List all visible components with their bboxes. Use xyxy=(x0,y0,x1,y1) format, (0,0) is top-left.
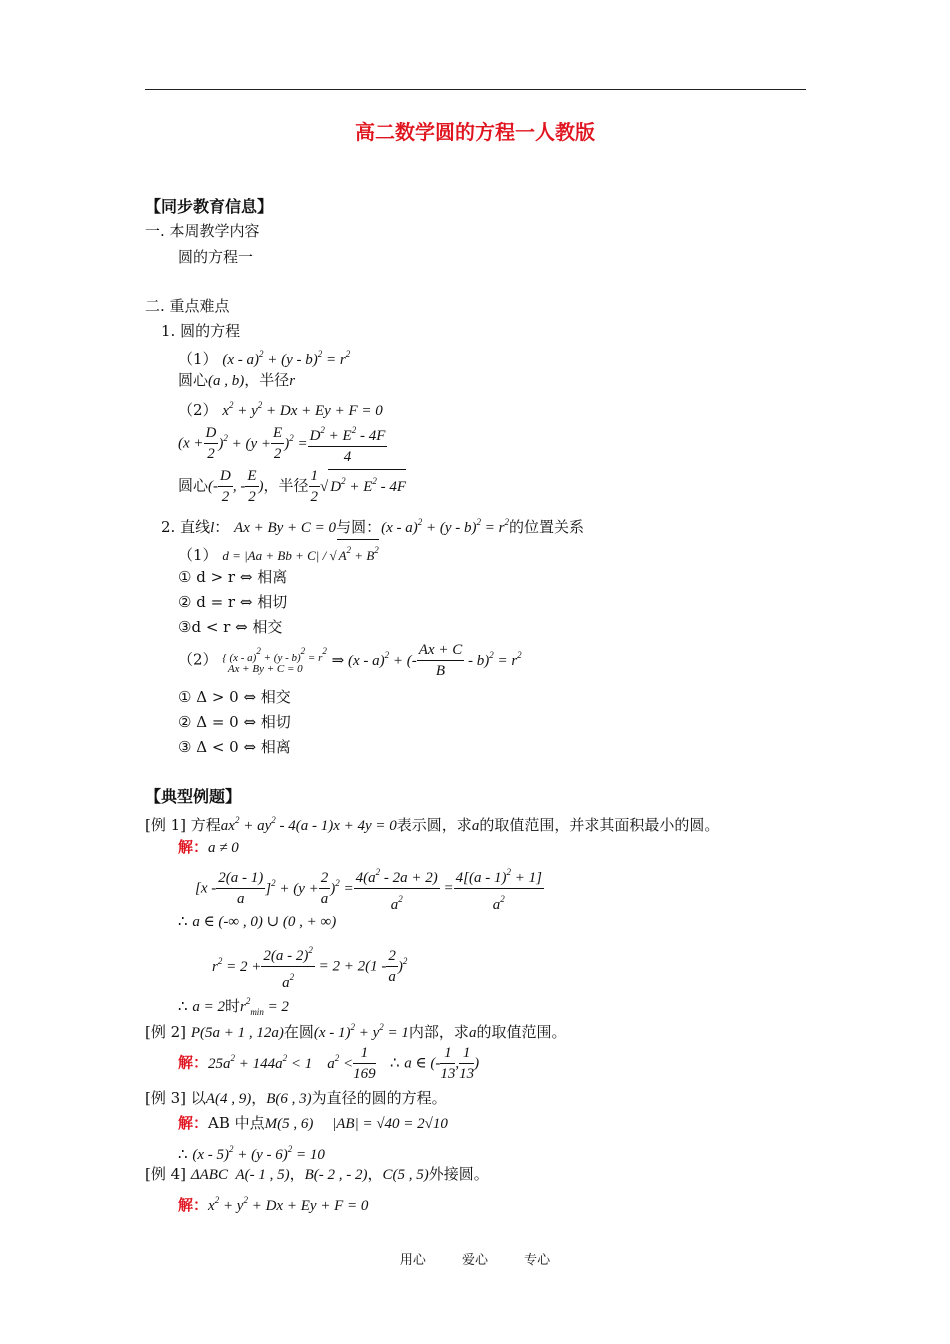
example1-conclusion: ∴ a = 2时$r^2_{min} = 2$ xyxy=(178,996,289,1017)
example-text: 在圆 xyxy=(283,1023,314,1041)
example2-solution: 解：$25a^2 + 144a^2 < 1$ $a^2$ < $\frac{1}{169}$ ∴ a ∈ (- $\frac{1}{13}$ , $\frac{1}{13}$ ) xyxy=(178,1045,480,1082)
item2-mid: 与圆： xyxy=(336,518,382,536)
example-tag: [例 3] 以 xyxy=(145,1089,206,1107)
item2-heading: 2. 直线l： Ax + By + C = 0与圆：$(x - a)^2 + (y - b)^2 = r^2$的位置关系 xyxy=(161,517,584,536)
example4-solution: 解：$x^2 + y^2 + Dx + Ey + F = 0$ xyxy=(178,1195,369,1214)
example4-statement: [例 4] ΔABC A(- 1 , 5)，B(- 2 , - 2)，C(5 , 5)外接圆。 xyxy=(145,1165,489,1183)
circle-standard-form: （1） $(x - a)^2 + (y - b)^2 = r^2$ xyxy=(178,349,351,368)
header-rule xyxy=(145,89,806,90)
example-end: 的取值范围。 xyxy=(476,1023,567,1041)
section-heading-examples: 【典型例题】 xyxy=(145,787,242,806)
sub-label: （2） xyxy=(178,401,218,419)
therefore-symbol: ∴ xyxy=(389,1053,400,1072)
item1-heading: 1. 圆的方程 xyxy=(161,322,241,340)
sub-label: （1） xyxy=(178,350,218,368)
example1-transform: [x - $\frac{2(a - 1)}{a}$ ]$^2$ + (y + $\frac{2}{a}$ )$^2$ = $\frac{4(a^2 - 2a + 2)}{a^2}$ = $\frac{4[(a - 1)^2 + 1]}{a^2}$ xyxy=(195,862,544,915)
content-label: 一. 本周教学内容 xyxy=(145,222,260,240)
center-label: 圆心 xyxy=(178,476,209,495)
example-tail: 内部，求 xyxy=(408,1023,469,1041)
delta-positive: ① Δ > 0 ⇔ 相交 xyxy=(178,688,291,706)
example-text: 表示圆，求 xyxy=(396,816,472,834)
footer-word: 用心 xyxy=(399,1253,426,1268)
example-tail: 外接圆。 xyxy=(428,1165,489,1183)
example3-result: ∴ (x - 5)$^2$ + (y - 6)$^2$ = 10 xyxy=(178,1144,325,1163)
solve-label: 解： xyxy=(178,1114,209,1132)
example-tag: [例 2] xyxy=(145,1023,187,1041)
sub-label: （2） xyxy=(178,650,218,669)
case-d-greater: ① d > r ⇔ 相离 xyxy=(178,568,288,586)
page-footer xyxy=(0,1249,950,1268)
distance-formula: （1） d = |Aa + Bb + C| / √ $A^2 + B^2$ xyxy=(178,539,379,566)
solve-label: 解： xyxy=(178,1053,209,1072)
delta-negative: ③ Δ < 0 ⇔ 相离 xyxy=(178,738,291,756)
therefore-symbol: ∴ xyxy=(178,912,188,930)
example1-solution-start: 解：a ≠ 0 xyxy=(178,838,239,856)
example-tail: 的取值范围，并求其面积最小的圆。 xyxy=(479,816,720,834)
example-tag: [例 1] 方程 xyxy=(145,816,221,834)
footer-word: 爱心 xyxy=(461,1253,488,1268)
radius-label: ，半径 xyxy=(263,476,309,495)
therefore-symbol: ∴ xyxy=(178,1145,188,1163)
example1-radius: $r^2 = 2$ + $\frac{2(a - 2)^2}{a^2}$ = 2 + 2(1 - $\frac{2}{a}$ )$^2$ xyxy=(212,940,407,993)
center-radius-1: 圆心(a , b)，半径r xyxy=(178,371,296,389)
example1-statement: [例 1] 方程$ax^2 + ay^2 - 4(a - 1)x + 4y = 0$表示圆，求a的取值范围，并求其面积最小的圆。 xyxy=(145,815,720,834)
example1-range: ∴ a ∈ (-∞ , 0) ∪ (0 , + ∞) xyxy=(178,912,337,930)
circle-general-form: （2） $x^2 + y^2 + Dx + Ey + F = 0$ xyxy=(178,400,383,419)
midpoint-label: AB 中点 xyxy=(208,1114,265,1132)
case-d-less: ③d < r ⇔ 相交 xyxy=(178,618,283,636)
system-substitution: （2） { $(x - a)^2 + (y - b)^2 = r^2$ Ax + By + C = 0 ⇒ (x - a)$^2$ + (- $\frac{Ax + C}{B}$ - $b)^2 = r^2$ xyxy=(178,642,522,679)
content-item: 圆的方程一 xyxy=(178,248,254,266)
solve-label: 解： xyxy=(178,1196,209,1214)
solve-label: 解： xyxy=(178,838,209,856)
example3-solution: 解：AB 中点M(5 , 6) |AB| = √40 = 2√10 xyxy=(178,1114,448,1132)
key-label: 二. 重点难点 xyxy=(145,297,230,315)
example-tail: 为直径的圆的方程。 xyxy=(311,1089,447,1107)
item2-prefix: 2. 直线 xyxy=(161,518,211,536)
radius-label: ，半径 xyxy=(244,371,290,389)
center-label: 圆心 xyxy=(178,371,209,389)
center-radius-2: 圆心(- $\frac{D}{2}$ , - $\frac{E}{2}$ )，半径 $\frac{1}{2}$ √ $D^2 + E^2 - 4F$ xyxy=(178,468,407,505)
delta-zero: ② Δ = 0 ⇔ 相切 xyxy=(178,713,291,731)
page-title: 高二数学圆的方程一人教版 xyxy=(355,120,595,144)
sub-label: （1） xyxy=(178,546,218,564)
item2-suffix: 的位置关系 xyxy=(508,518,584,536)
section-heading-sync: 【同步教育信息】 xyxy=(145,197,274,216)
example3-statement: [例 3] 以A(4 , 9)，B(6 , 3)为直径的圆的方程。 xyxy=(145,1089,447,1107)
completed-square-formula: (x + $\frac{D}{2}$ )$^2$ + (y + $\frac{E}{2}$ )$^2$ = $\frac{D^2 + E^2 - 4F}{4}$ xyxy=(178,420,387,467)
example2-statement: [例 2] P(5a + 1 , 12a)在圆$(x - 1)^2 + y^2 = 1$内部，求a的取值范围。 xyxy=(145,1022,567,1041)
footer-word: 专心 xyxy=(524,1253,551,1268)
case-d-equal: ② d = r ⇔ 相切 xyxy=(178,593,288,611)
example-tag: [例 4] xyxy=(145,1165,187,1183)
conclusion-text: 时 xyxy=(224,997,240,1015)
therefore-symbol: ∴ xyxy=(178,997,188,1015)
